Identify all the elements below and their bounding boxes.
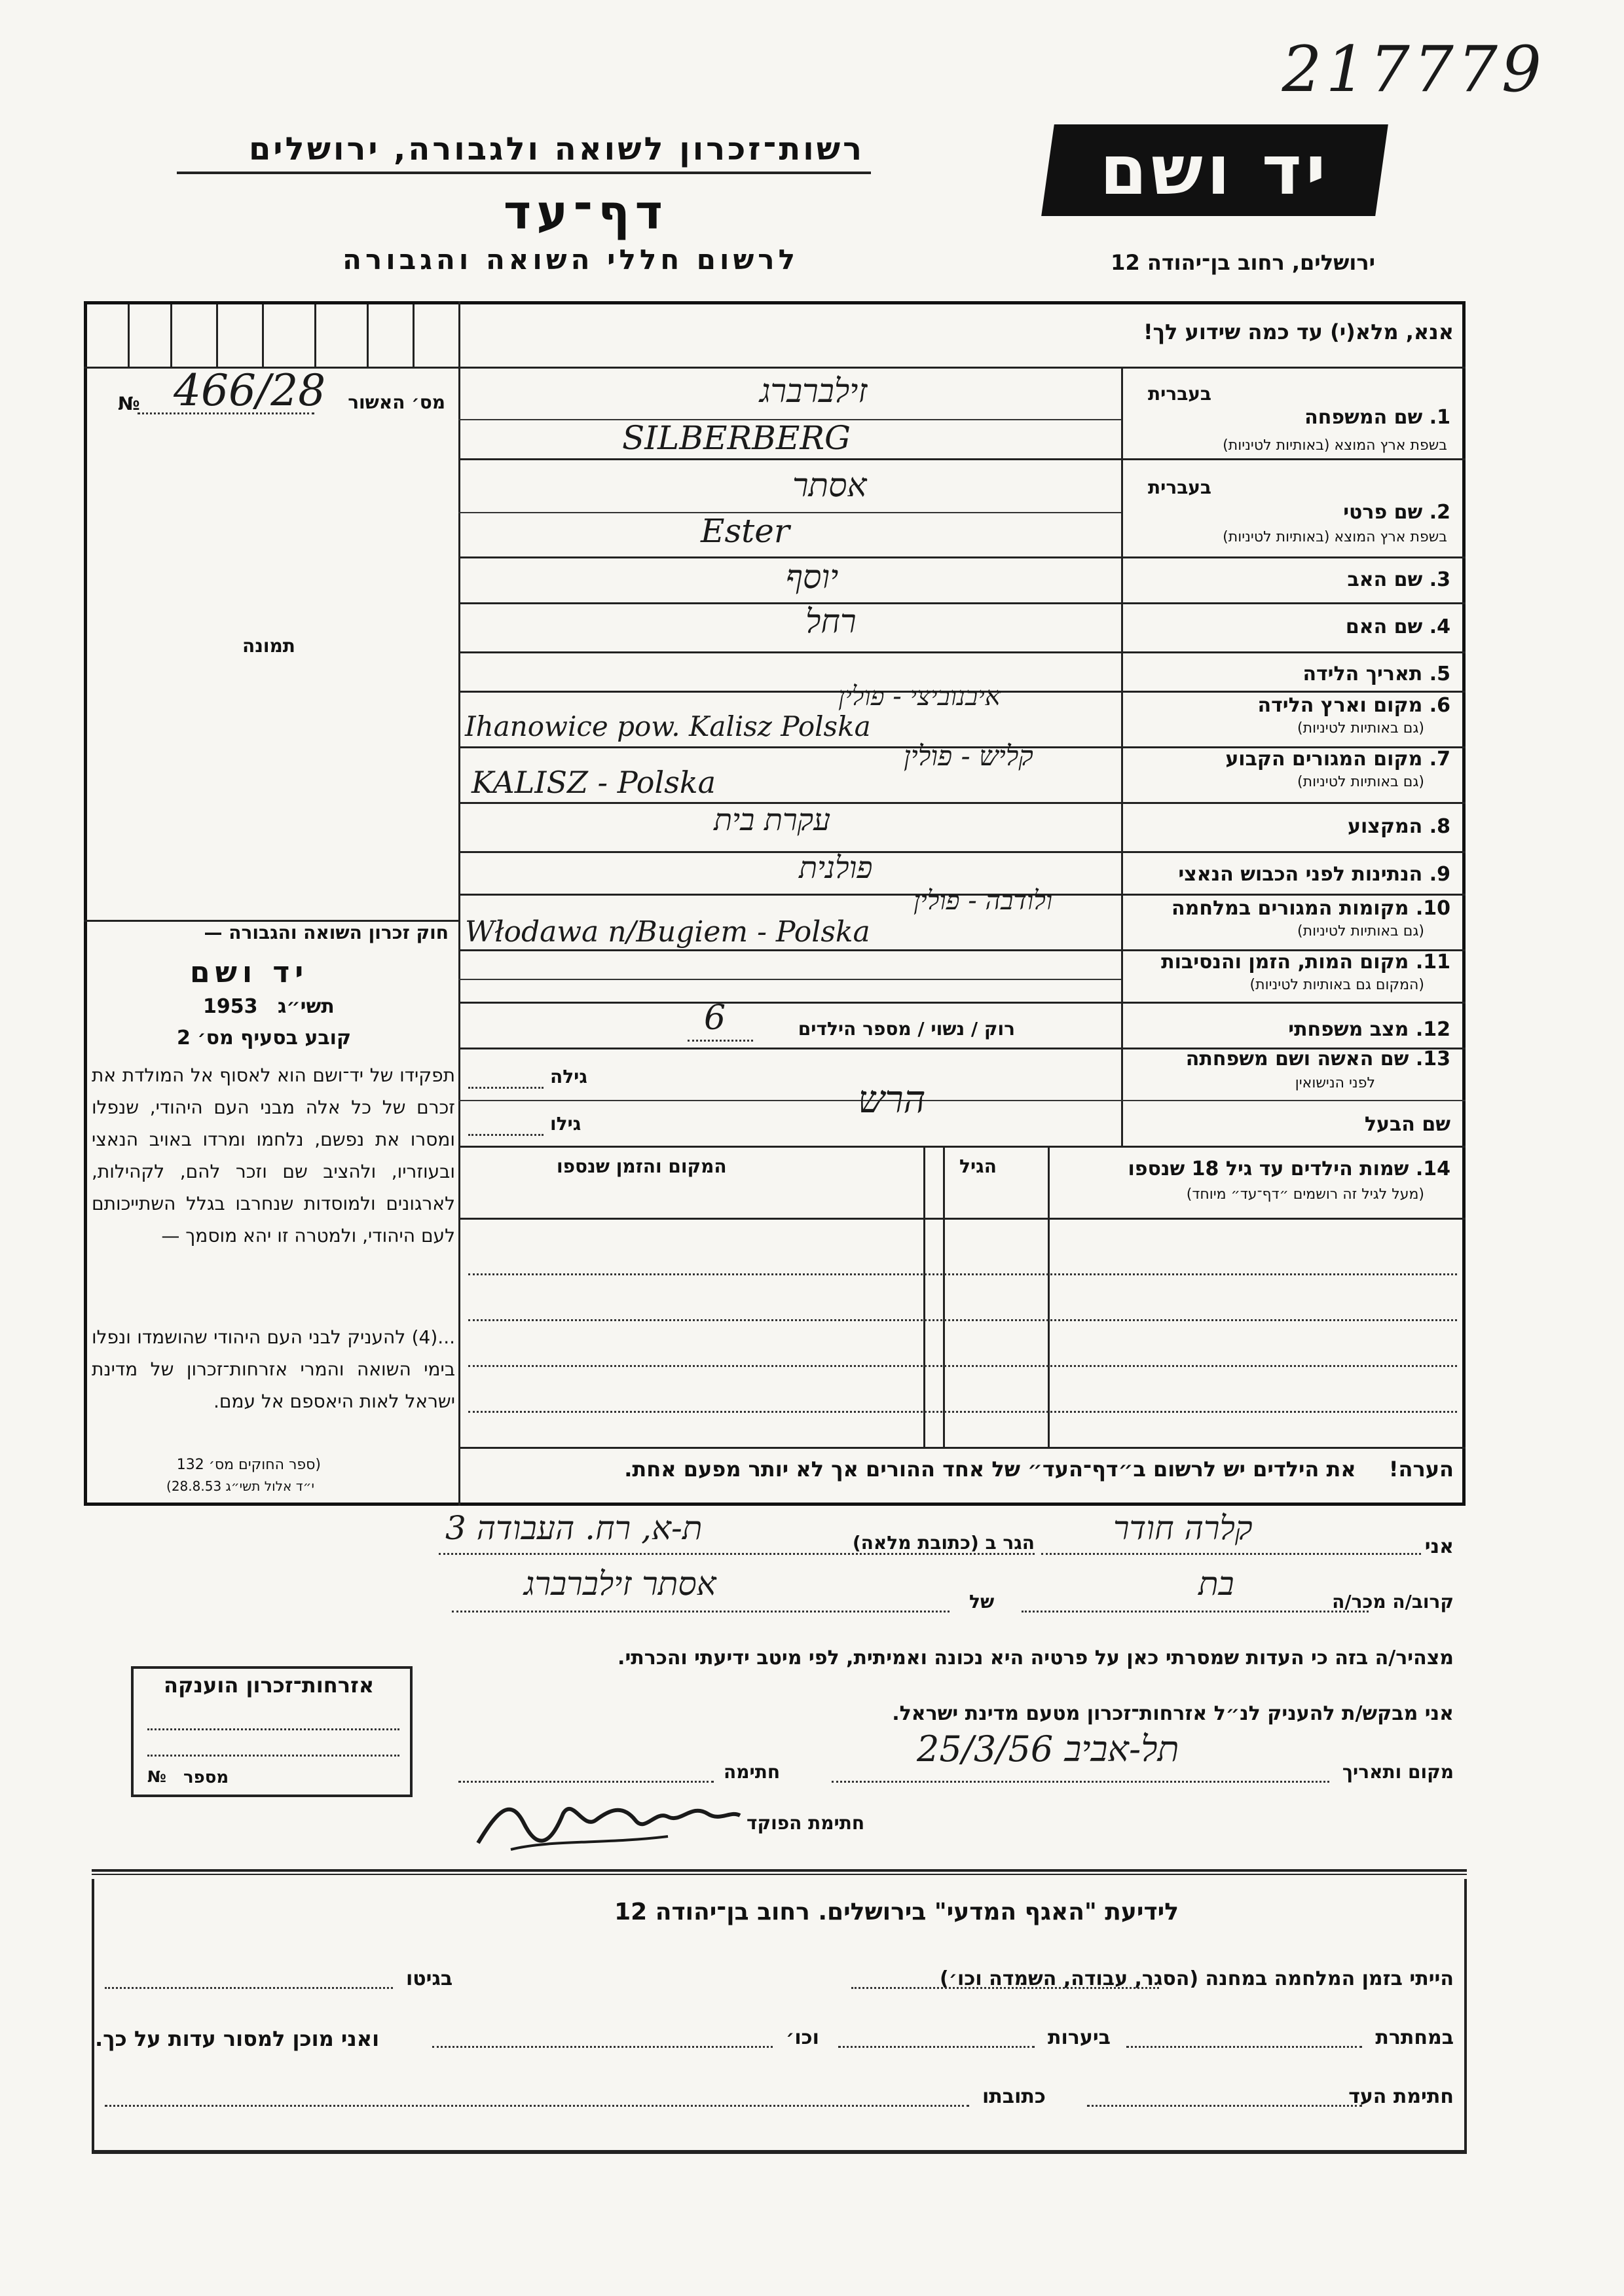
field-3-label-text: שם האב [1347,568,1423,591]
tick [170,304,172,367]
law-clause: קובע בסעיף מס׳ 2 [177,1027,352,1049]
law-title: חוק זכרון השואה והגבורה — [204,922,449,943]
witness-address: ת-א, רח. העבודה 3 [445,1509,703,1547]
children-row-line [468,1411,1457,1413]
field-14-label: 14. שמות הילדים עד גיל 18 שנספו [1128,1157,1450,1180]
rule [458,1146,1466,1148]
citizenship-no-label: № [147,1768,166,1786]
rule [458,851,1466,853]
ghetto-line [105,1987,393,1989]
wife-age-line [468,1087,544,1089]
husband-age-label: גילו [550,1113,581,1135]
field-9-value: פולנית [799,850,873,885]
info-title: לידיעת "האגף המדעי" בירושלים. רחוב בן־יהודה 12 [614,1899,1179,1925]
lives-at-label: הגר ב (כתובת מלאה) [852,1532,1035,1554]
place-date-line [832,1781,1329,1783]
rule [458,602,1466,604]
rule [458,979,1121,980]
citizenship-line [147,1755,399,1757]
rule [458,512,1121,513]
field-10-value-he: ולודבה - פולין [913,886,1053,916]
camp-line [851,1987,1159,1989]
citizenship-line [147,1728,399,1730]
field-6-label: 6. מקום וארץ הלידה [1257,694,1450,717]
law-year: 1953 [203,995,258,1018]
rule [92,1869,1467,1872]
field-8-label-text: המקצוע [1348,815,1423,838]
field-2-value-lat: Ester [701,512,790,550]
field-10-label-text: מקומות המגורים במלחמה [1172,897,1409,920]
rule [458,802,1466,804]
field-6-label-text: מקום וארץ הלידה [1257,694,1423,717]
rule [1048,1146,1050,1447]
tick [216,304,218,367]
field-5-label: 5. תאריך הלידה [1302,663,1450,685]
field-3-label: 3. שם האב [1347,568,1450,591]
witness-signature-line [1087,2105,1362,2107]
field-9-label-text: הנתינות לפני הכבוש הנאצי [1178,863,1423,886]
rule [943,1146,945,1447]
label-column-divider [1121,367,1123,1146]
field-4-label-text: שם האם [1345,615,1423,638]
info-etc: וכו׳ [786,2026,819,2049]
rule [458,651,1466,653]
info-witness-signature: חתימת העד [1348,2085,1454,2108]
official-signature-label: חתימת הפוקד [747,1812,865,1834]
field-13-sub: לפני הנישואין [1295,1075,1375,1091]
field-8-label: 8. המקצוע [1348,815,1450,838]
field-6-value-he: איבנוביצי - פולין [838,682,1001,712]
field-11-label-text: מקום המות, הזמן והנסיבות [1161,951,1409,974]
field-7-value-lat: KALISZ - Polska [471,765,716,800]
field-12-options: רוק / נשוי / מספר הילדים [798,1018,1015,1040]
law-source: (ספר החוקים מס׳ 132 [176,1457,321,1473]
husband-name: הרש [858,1077,926,1121]
info-line1: הייתי בזמן המלחמה במחנה (הסגר, עבודה, השמדה וכו׳) [940,1967,1454,1990]
field-9-label: 9. הנתינות לפני הכבוש הנאצי [1178,863,1450,886]
info-underground: במחתרת [1375,2026,1454,2049]
official-signature-scribble [471,1784,747,1856]
signature-label: חתימה [724,1761,781,1783]
law-text: תפקידו של יד־ושם הוא לאסוף אל המולדת את זכרם של כל אלה מבני העם היהודי, שנפלו ומסרו את נפשם, נלחמו ומרדו באויב הנאצי ובעוזריו, ולהציב שם וזכר להם, לקהילות, לארגונים ולמוסדות שנחרבו בגלל השתייכותם לעם היהודי, ולמטרה זו יהא מוסמך — [92,1065,455,1247]
law-source-date: י״ד אלול תשי״ג 28.8.53) [166,1478,314,1494]
logo-text: יד ושם [1099,130,1330,210]
header-rule [177,172,871,174]
info-forests: ביערות [1048,2026,1111,2049]
field-1-label-text: שם המשפחה [1304,406,1423,429]
field-1-value-lat: SILBERBERG [622,419,851,457]
witness-address-line [439,1553,1035,1555]
field-7-sub: (גם באותיות לטיניות) [1297,774,1424,790]
tick [128,304,130,367]
field-11-label: 11. מקום המות, הזמן והנסיבות [1161,951,1450,974]
header-address: ירושלים, רחוב בן־יהודה 12 [1111,250,1375,275]
field-2-label: 2. שם פרטי [1343,501,1450,524]
rule [458,1100,1466,1101]
field-7-value-he: קליש - פולין [904,740,1033,772]
note-text: את הילדים יש לרשום ב״דף־העד״ של אחד ההורים אך לא יותר מפעם אחת. [624,1457,1356,1482]
approval-number-line [138,412,314,414]
tick [262,304,264,367]
archive-number: 217779 [1282,33,1545,106]
note-label: הערה! [1388,1457,1454,1482]
of-label: של [969,1591,995,1613]
institution-name: רשות־זכרון לשואה ולגבורה, ירושלים [248,131,864,168]
relation-line [1022,1611,1369,1613]
official-signature [471,1784,747,1856]
field-3-value: יוסף [786,558,839,596]
field-1-sub: בשפת ארץ המוצא (באותיות לטיניות) [1223,437,1447,454]
field-4-label: 4. שם האם [1345,615,1450,638]
children-count-line [688,1040,753,1042]
witness-name: קלרה חודר [1113,1509,1253,1547]
field-14-label-text: שמות הילדים עד גיל 18 שנספו [1128,1157,1409,1180]
children-row-line [468,1319,1457,1321]
place-date-value: תל-אביב 25/3/56 [917,1728,1179,1770]
children-row-line [468,1365,1457,1367]
field-2-lang: בעברית [1147,477,1211,498]
victim-name: אסתר זילברברג [524,1565,716,1603]
tick [314,304,316,367]
info-ghetto: בגיטו [406,1967,453,1990]
note [624,1457,1454,1482]
rule [458,367,1466,369]
rule [458,1447,1466,1449]
field-11-sub: (המקום גם באותיות לטיניות) [1249,977,1424,993]
field-1-label: 1. שם המשפחה [1304,406,1450,429]
forests-line [838,2046,1035,2048]
declaration-statement: מצהיר/ה בזה כי העדות שמסרתי כאן על פרטיה היא נכונה ואמיתית, לפי מיטב ידיעתי והכרתי. [618,1647,1454,1669]
field-5-label-text: תאריך הלידה [1302,663,1423,685]
info-address-label: כתובתו [982,2085,1046,2108]
approval-label: מס׳ האשור [348,392,445,413]
wife-age-label: גילה [550,1066,587,1087]
citizenship-title: אזרחות־זכרון הוענקה [164,1673,375,1698]
children-col-place: המקום והזמן שנספו [557,1156,727,1177]
rule [92,1874,1467,1875]
photo-label: תמונה [242,635,295,657]
tick [367,304,369,367]
field-13-label-text: שם האשה ושם משפחתה [1185,1048,1409,1070]
field-12-label-text: מצב משפחתי [1288,1018,1409,1041]
declaration-ani: אני [1424,1535,1454,1558]
field-7-label: 7. מקום המגורים הקבוע [1225,748,1450,771]
approval-no-label: № [118,393,140,414]
rule [458,1218,1466,1220]
field-10-sub: (גם באותיות לטיניות) [1297,923,1424,939]
husband-label: שם הבעל [1364,1113,1450,1136]
citizenship-number-label: מספר [183,1768,229,1787]
field-12-label: 12. מצב משפחתי [1288,1018,1450,1041]
field-13-label: 13. שם האשה ושם משפחתה [1185,1048,1450,1070]
children-row-line [468,1273,1457,1275]
rule [458,458,1466,460]
intro-line: אנא, מלא(י) עד כמה שידוע לך! [1143,319,1454,344]
form-subtitle: לרשום חללי השואה והגבורה [342,244,799,276]
law-year-row [203,995,335,1018]
relation-label: קרוב/ה מכר/ה [1332,1591,1454,1613]
children-col-age: הגיל [959,1156,997,1177]
field-12-children-count: 6 [704,998,726,1038]
tick [413,304,415,367]
yad-vashem-logo [1041,124,1388,216]
left-column-divider [458,301,460,1506]
form-title: דף־עד [503,185,668,240]
field-4-value: רחל [805,602,857,640]
witness-address-line-2 [105,2105,969,2107]
relation-value: בת [1198,1565,1234,1603]
info-ready: ואני מוכן למסור עדות על כך. [95,2026,380,2051]
place-date-label: מקום ותאריך [1342,1761,1454,1783]
law-text-continued: ...(4) להעניק לבני העם היהודי שהושמדו ונפלו בימי השואה והמרי אזרחות־זכרון של מדינת ישראל לאות היאספם אל עמם. [92,1326,455,1412]
field-2-value-he: אסתר [792,466,867,504]
field-1-value-he: זילברברג [760,372,868,410]
underground-line [1126,2046,1362,2048]
law-year-he: תשי״ג [277,995,335,1018]
field-6-value-lat: Ihanowice pow. Kalisz Polska [465,710,871,742]
field-1-lang: בעברית [1147,383,1211,405]
field-2-sub: בשפת ארץ המוצא (באותיות לטיניות) [1223,529,1447,545]
husband-age-line [468,1134,544,1136]
field-7-label-text: מקום המגורים הקבוע [1225,748,1423,771]
field-2-label-text: שם פרטי [1343,501,1423,524]
field-10-label: 10. מקומות המגורים במלחמה [1172,897,1450,920]
approval-number: 466/28 [174,365,326,416]
signature-line [458,1781,714,1783]
witness-name-line [1041,1553,1421,1555]
field-14-sub: (מעל לגיל זה רושמים ״דף־עד״ מיוחד) [1186,1186,1424,1203]
rule [923,1146,925,1447]
declaration-request: אני מבקש/ת להעניק לנ״ל אזרחות־זכרון מטעם מדינת ישראל. [892,1702,1454,1725]
field-6-sub: (גם באותיות לטיניות) [1297,720,1424,737]
etc-line [432,2046,773,2048]
law-name: יד ושם [190,956,309,989]
victim-line [452,1611,950,1613]
field-8-value: עקרת בית [714,802,831,837]
field-10-value-lat: Włodawa n/Bugiem - Polska [465,915,870,949]
rule [458,1002,1466,1004]
rule [458,556,1466,558]
